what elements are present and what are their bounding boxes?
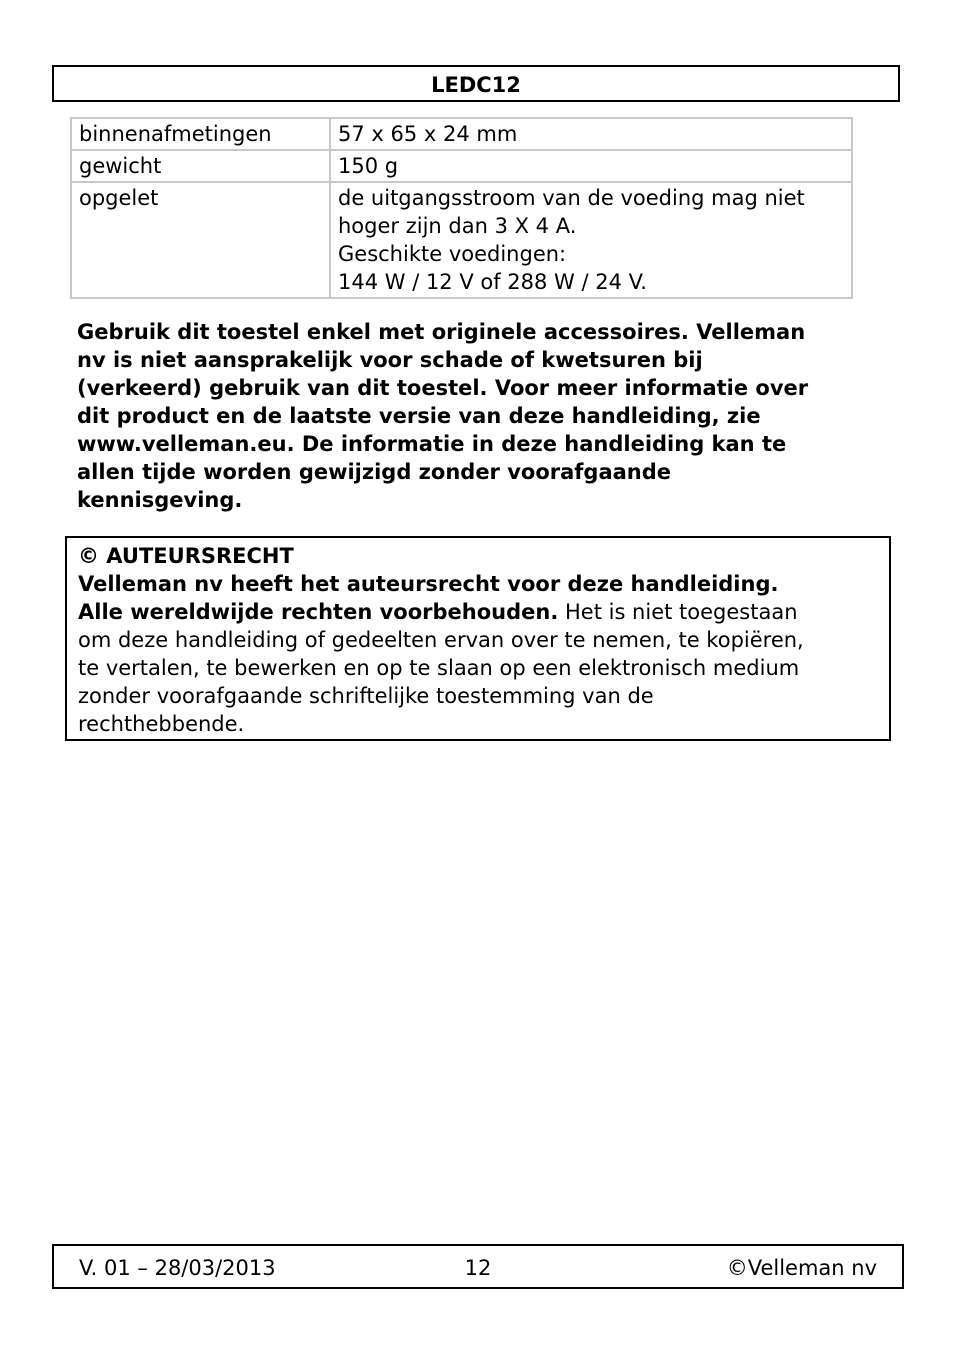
copyright-line: zonder voorafgaande schriftelijke toestemming van de bbox=[78, 684, 654, 708]
notice-line: dit product en de laatste versie van deze handleiding, zie bbox=[77, 404, 761, 428]
spec-value-line: 57 x 65 x 24 mm bbox=[338, 122, 518, 146]
spec-value-line: 144 W / 12 V of 288 W / 24 V. bbox=[338, 270, 647, 294]
spec-value-line: hoger zijn dan 3 X 4 A. bbox=[338, 214, 577, 238]
copyright-line bbox=[78, 598, 879, 626]
product-code: LEDC12 bbox=[431, 73, 521, 97]
usage-notice bbox=[77, 318, 887, 514]
copyright-text: Het is niet toegestaan bbox=[558, 600, 798, 624]
notice-line: kennisgeving. bbox=[77, 488, 243, 512]
company-copyright: ©Velleman nv bbox=[726, 1256, 877, 1280]
version-date: V. 01 – 28/03/2013 bbox=[79, 1256, 276, 1280]
notice-line: nv is niet aansprakelijk voor schade of kwetsuren bij bbox=[77, 348, 703, 372]
notice-line: (verkeerd) gebruik van dit toestel. Voor meer informatie over bbox=[77, 376, 809, 400]
copyright-line: rechthebbende. bbox=[78, 712, 245, 736]
page-number: 12 bbox=[464, 1256, 492, 1280]
spec-value-line: de uitgangsstroom van de voeding mag niet bbox=[338, 186, 805, 210]
copyright-line: te vertalen, te bewerken en op te slaan op een elektronisch medium bbox=[78, 656, 800, 680]
notice-line: www.velleman.eu. De informatie in deze handleiding kan te bbox=[77, 432, 787, 456]
spec-value bbox=[330, 150, 852, 182]
page-footer bbox=[52, 1244, 904, 1289]
spec-label: gewicht bbox=[71, 150, 330, 182]
copyright-heading: © AUTEURSRECHT bbox=[78, 544, 294, 568]
notice-line: Gebruik dit toestel enkel met originele accessoires. Velleman bbox=[77, 320, 806, 344]
page-header bbox=[52, 65, 900, 102]
spec-label: opgelet bbox=[71, 182, 330, 298]
table-row bbox=[71, 118, 852, 150]
table-row bbox=[71, 182, 852, 298]
notice-line: allen tijde worden gewijzigd zonder voorafgaande bbox=[77, 460, 672, 484]
copyright-bold-phrase: Alle wereldwijde rechten voorbehouden. bbox=[78, 600, 559, 624]
spec-value-line: 150 g bbox=[338, 154, 399, 178]
table-row bbox=[71, 150, 852, 182]
spec-value bbox=[330, 182, 852, 298]
spec-value-line: Geschikte voedingen: bbox=[338, 242, 567, 266]
copyright-box bbox=[65, 536, 891, 741]
copyright-line: om deze handleiding of gedeelten ervan over te nemen, te kopiëren, bbox=[78, 628, 804, 652]
spec-value bbox=[330, 118, 852, 150]
specifications-table bbox=[70, 117, 853, 299]
copyright-line: Velleman nv heeft het auteursrecht voor deze handleiding. bbox=[78, 572, 779, 596]
spec-label: binnenafmetingen bbox=[71, 118, 330, 150]
